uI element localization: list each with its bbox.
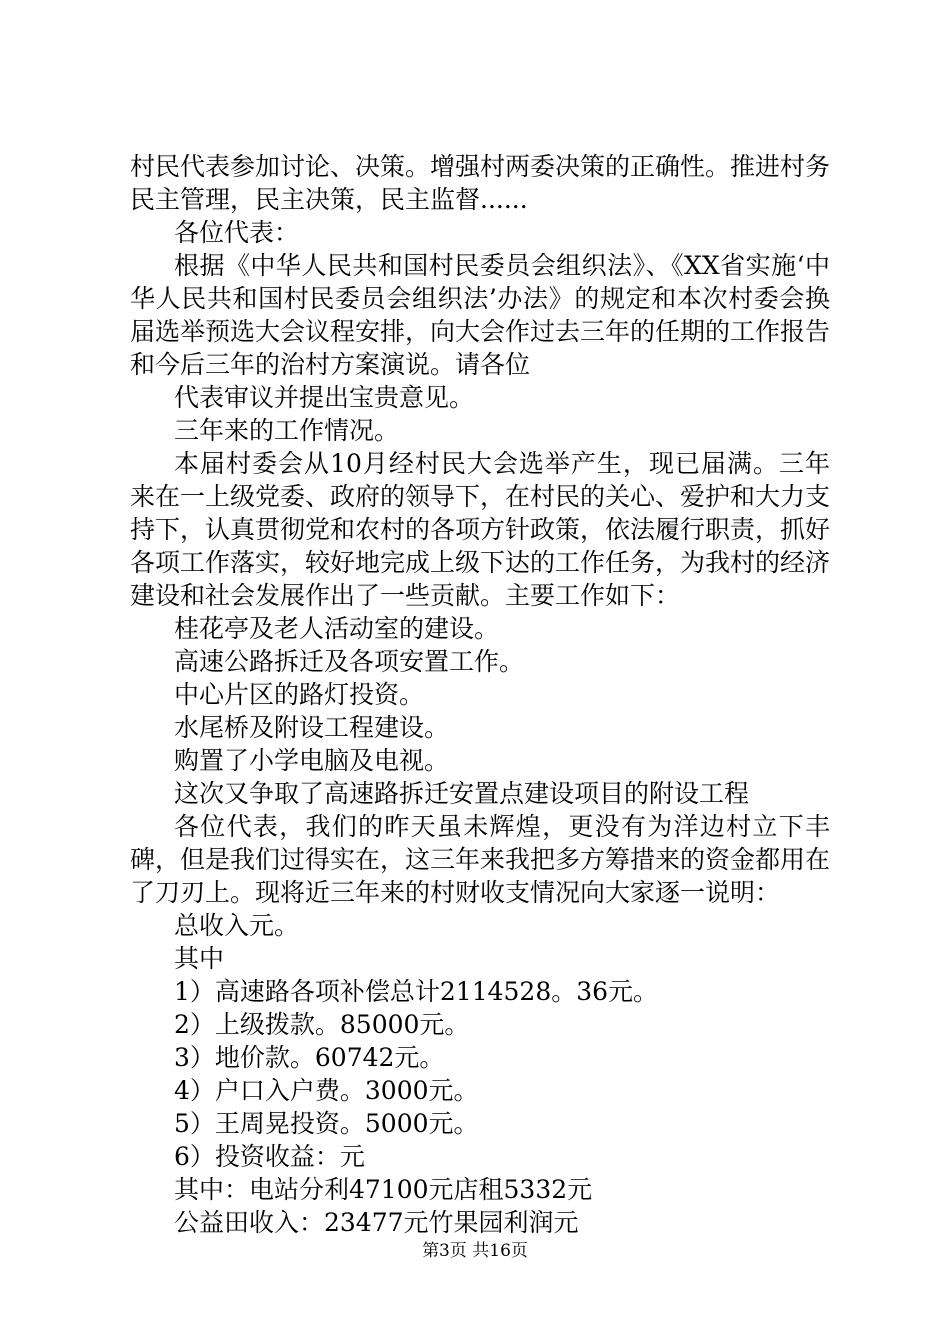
paragraph-23: 公益田收入：23477元竹果园利润元 (174, 1208, 579, 1237)
paragraph-6: 本届村委会从10月经村民大会选举产生，现已届满。三年来在一上级党委、政府的领导下，在村民的关心、爱护和大力支持下，认真贯彻党和农村的各项方针政策，依法履行职责，抓好各项工作落实，较好地完成上级下达的工作任务，为我村的经济建设和社会发展作出了一些贡献。主要工作如下： (130, 449, 831, 610)
paragraph-4: 代表审议并提出宝贵意见。 (174, 383, 475, 412)
paragraph-5: 三年来的工作情况。 (174, 416, 400, 445)
paragraph-10: 水尾桥及附设工程建设。 (174, 713, 450, 742)
paragraph-14: 总收入元。 (174, 911, 300, 940)
list-item-income-6: 6）投资收益：元 (174, 1142, 365, 1171)
paragraph-12: 这次又争取了高速路拆迁安置点建设项目的附设工程 (174, 779, 750, 808)
paragraph-2: 各位代表： (174, 218, 300, 247)
paragraph-15: 其中 (174, 944, 225, 973)
list-item-income-5: 5）王周晃投资。5000元。 (174, 1109, 479, 1138)
paragraph-7: 桂花亭及老人活动室的建设。 (174, 614, 500, 643)
paragraph-11: 购置了小学电脑及电视。 (174, 746, 450, 775)
list-item-income-3: 3）地价款。60742元。 (174, 1043, 445, 1072)
document-body (130, 150, 830, 1239)
list-item-income-4: 4）户口入户费。3000元。 (174, 1076, 479, 1105)
paragraph-13: 各位代表，我们的昨天虽未辉煌，更没有为洋边村立下丰碑，但是我们过得实在，这三年来我把多方筹措来的资金都用在了刀刃上。现将近三年来的村财收支情况向大家逐一说明： (130, 812, 831, 907)
list-item-income-1: 1）高速路各项补偿总计2114528。36元。 (174, 977, 659, 1006)
paragraph-22: 其中：电站分利47100元店租5332元 (174, 1175, 593, 1204)
paragraph-9: 中心片区的路灯投资。 (174, 680, 425, 709)
list-item-income-2: 2）上级拨款。85000元。 (174, 1010, 470, 1039)
paragraph-8: 高速公路拆迁及各项安置工作。 (174, 647, 525, 676)
page-footer: 第3页 共16页 (422, 1241, 528, 1261)
paragraph-1: 村民代表参加讨论、决策。增强村两委决策的正确性。推进村务民主管理，民主决策，民主监督...... (130, 152, 831, 214)
paragraph-3: 根据《中华人民共和国村民委员会组织法》、《XX省实施‘中华人民共和国村民委员会组织法’办法》的规定和本次村委会换届选举预选大会议程安排，向大会作过去三年的任期的工作报告和今后三年的治村方案演说。请各位 (130, 251, 831, 379)
